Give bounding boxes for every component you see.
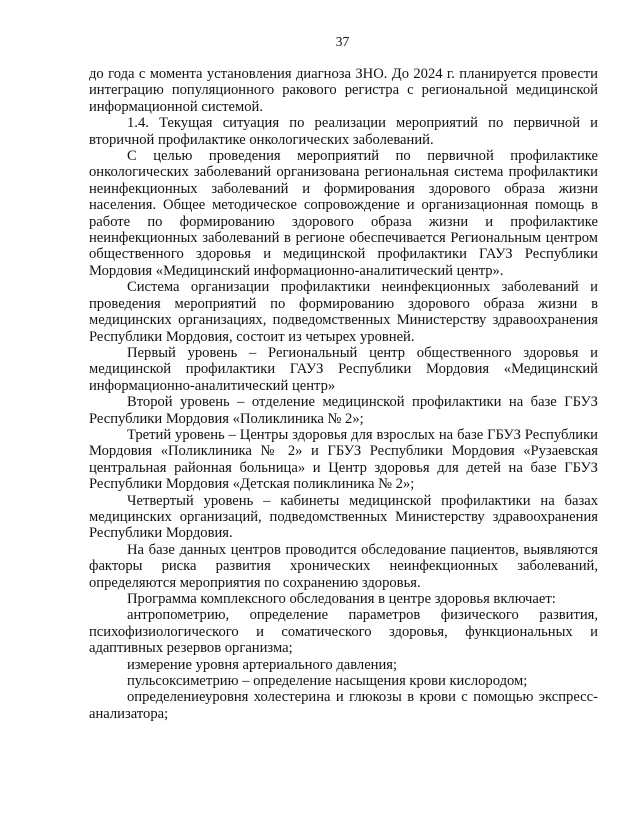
list-item-cholesterol-glucose: определениеуровня холестерина и глюкозы в крови с помощью экспресс-анализатора; — [89, 689, 598, 722]
list-item-blood-pressure: измерение уровня артериального давления; — [127, 656, 398, 673]
section-heading-1-4: 1.4. Текущая ситуация по реализации мероприятий по первичной и вторичной профилактике онкологических заболеваний. — [89, 115, 598, 148]
paragraph-program-intro: Программа комплексного обследования в центре здоровья включает: — [127, 591, 556, 607]
paragraph-level-four: Четвертый уровень – кабинеты медицинской профилактики на базах медицинских организаций, подведомственных Министерству здравоохранения Республики Мордовия. — [89, 492, 598, 542]
paragraph-level-two: Второй уровень – отделение медицинской профилактики на базе ГБУЗ Республики Мордовия «Поликлиника № 2»; — [89, 394, 598, 427]
page-number: 37 — [335, 34, 350, 49]
paragraph-centers-examination: На базе данных центров проводится обследование пациентов, выявляются факторы риска развития хронических неинфекционных заболеваний, определяются мероприятия по сохранению здоровья. — [89, 541, 598, 591]
paragraph-four-levels: Система организации профилактики неинфекционных заболеваний и проведения мероприятий по формированию здорового образа жизни в медицинских организациях, подведомственных Министерству здравоохранения Республики Мордовия, состоит из четырех уровней. — [89, 279, 598, 345]
paragraph-continuation: до года с момента установления диагноза ЗНО. До 2024 г. планируется провести интеграцию популяционного ракового регистра с региональной медицинской информационной системой. — [89, 66, 598, 115]
list-item-pulse-oximetry: пульсоксиметрию – определение насыщения крови кислородом; — [127, 673, 528, 690]
paragraph-level-three: Третий уровень – Центры здоровья для взрослых на базе ГБУЗ Республики Мордовия «Поликлиника № 2» и ГБУЗ Республики Мордовия «Рузаевская центральная районная больница» и Центр здоровья для детей на базе ГБУЗ Республики Мордовия «Детская поликлиника № 2»; — [89, 426, 598, 493]
list-item-anthropometry: антропометрию, определение параметров физического развития, психофизиологического и соматического здоровья, функциональных и адаптивных резервов организма; — [89, 607, 598, 657]
paragraph-regional-system: С целью проведения мероприятий по первичной профилактике онкологических заболеваний организована региональная система профилактики неинфекционных заболеваний и формирования здорового образа жизни населения. Общее методическое сопровождение и организационная помощь в работе по формированию здорового образа жизни и профилактике неинфекционных заболеваний в регионе обеспечивается Региональным центром общественного здоровья и медицинской профилактики ГАУЗ Республики Мордовия «Медицинский информационно-аналитический центр». — [89, 148, 598, 279]
paragraph-level-one: Первый уровень – Региональный центр общественного здоровья и медицинской профилактики ГАУЗ Республики Мордовия «Медицинский информационно-аналитический центр» — [89, 344, 598, 394]
